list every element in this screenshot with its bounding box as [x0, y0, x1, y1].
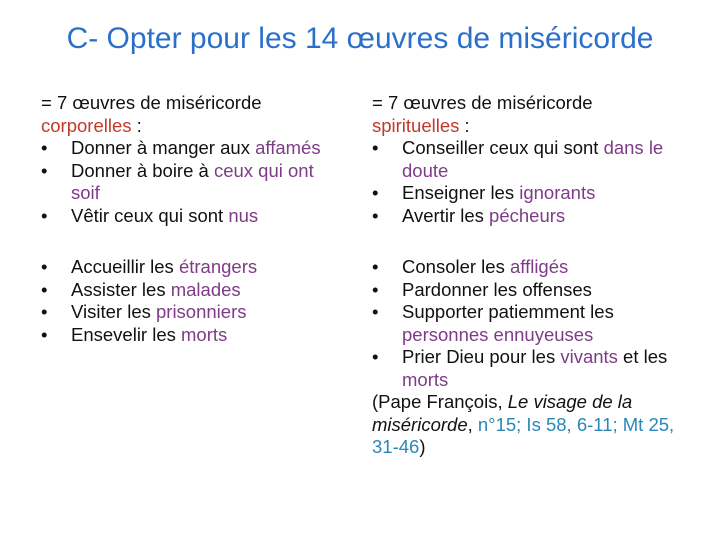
- spiritual-subheading: spirituelles: [372, 114, 460, 136]
- corporal-list-2: [41, 256, 341, 346]
- bullet-icon: •: [41, 323, 48, 345]
- list-item: • Prier Dieu pour les vivants et les morts: [372, 346, 668, 390]
- list-item: • Avertir les pécheurs: [372, 204, 566, 226]
- list-item: • Ensevelir les morts: [41, 323, 228, 345]
- bullet-icon: •: [41, 301, 48, 322]
- reference-citation: (Pape François, Le visage de la miséricorde, n°15; Is 58, 6-11; Mt 25, 31-46): [372, 391, 675, 457]
- list-item: • Donner à boire à ceux qui ont soif: [41, 159, 314, 203]
- corporal-works-column: [41, 92, 341, 346]
- spiritual-works-column: [372, 92, 692, 459]
- bullet-icon: •: [372, 137, 379, 158]
- list-item: • Supporter patiemment les personnes ennuyeuses: [372, 301, 614, 345]
- list-item: • Donner à manger aux affamés: [41, 137, 321, 158]
- bullet-icon: •: [41, 159, 48, 181]
- corporal-heading: = 7 œuvres de miséricorde: [41, 92, 262, 113]
- bullet-icon: •: [372, 204, 379, 226]
- list-item: • Accueillir les étrangers: [41, 256, 258, 277]
- bullet-icon: •: [41, 137, 48, 158]
- list-item: • Vêtir ceux qui sont nus: [41, 204, 259, 226]
- spiritual-heading: = 7 œuvres de miséricorde: [372, 92, 593, 113]
- bullet-icon: •: [372, 256, 379, 277]
- list-item: • Consoler les affligés: [372, 256, 569, 277]
- corporal-subheading: corporelles: [41, 114, 132, 136]
- list-item: • Enseigner les ignorants: [372, 182, 596, 203]
- reference-source: Le visage de la miséricorde: [372, 391, 633, 435]
- list-item: • Pardonner les offenses: [372, 278, 592, 300]
- bullet-icon: •: [372, 346, 379, 367]
- corporal-subheading-line: corporelles :: [41, 114, 142, 136]
- page-title: C- Opter pour les 14 œuvres de miséricorde: [66, 22, 654, 55]
- bullet-icon: •: [41, 256, 48, 277]
- bullet-icon: •: [372, 182, 379, 203]
- list-item: • Assister les malades: [41, 278, 241, 300]
- bullet-icon: •: [41, 204, 48, 226]
- spiritual-subheading-line: spirituelles :: [372, 114, 470, 136]
- corporal-list-1: [41, 137, 341, 227]
- reference-verses: n°15; Is 58, 6-11; Mt 25, 31-46: [372, 413, 675, 457]
- bullet-icon: •: [41, 278, 48, 300]
- bullet-icon: •: [372, 301, 379, 322]
- list-item: • Visiter les prisonniers: [41, 301, 247, 322]
- spiritual-list-1: [372, 137, 692, 227]
- bullet-icon: •: [372, 278, 379, 300]
- list-item: • Conseiller ceux qui sont dans le doute: [372, 137, 664, 181]
- spiritual-list-2: [372, 256, 692, 391]
